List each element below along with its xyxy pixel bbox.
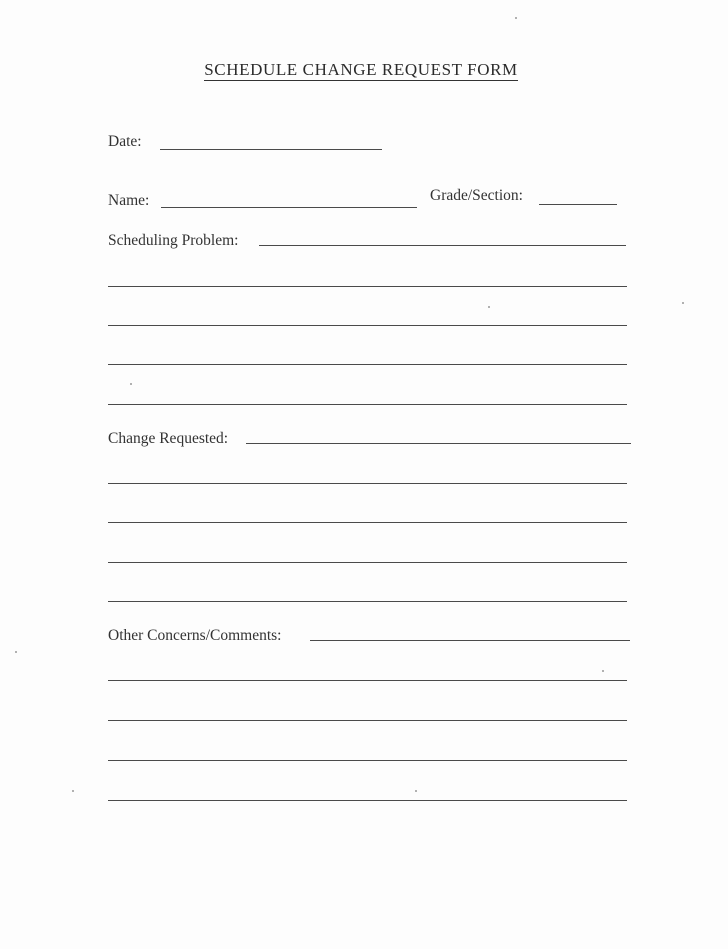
scheduling-problem-label: Scheduling Problem: xyxy=(108,232,239,249)
grade-section-field-line[interactable] xyxy=(539,204,617,205)
scheduling-problem-line-5[interactable] xyxy=(108,404,627,405)
grade-section-label: Grade/Section: xyxy=(430,187,523,204)
other-concerns-line-4[interactable] xyxy=(108,760,627,761)
scan-speck xyxy=(602,670,604,672)
change-requested-line-1[interactable] xyxy=(246,443,631,444)
other-concerns-label: Other Concerns/Comments: xyxy=(108,627,282,644)
scan-speck xyxy=(515,17,517,19)
scan-speck xyxy=(130,383,132,385)
change-requested-line-2[interactable] xyxy=(108,483,627,484)
scan-speck xyxy=(488,306,490,308)
page-title xyxy=(0,60,728,80)
date-field-line[interactable] xyxy=(160,149,382,150)
scan-speck xyxy=(15,651,17,653)
change-requested-line-3[interactable] xyxy=(108,522,627,523)
name-label: Name: xyxy=(108,192,150,209)
scan-speck xyxy=(72,790,74,792)
scheduling-problem-line-2[interactable] xyxy=(108,286,627,287)
change-requested-label: Change Requested: xyxy=(108,430,229,447)
date-label: Date: xyxy=(108,133,142,150)
other-concerns-line-3[interactable] xyxy=(108,720,627,721)
change-requested-line-5[interactable] xyxy=(108,601,627,602)
other-concerns-line-1[interactable] xyxy=(310,640,630,641)
form-title-text: SCHEDULE CHANGE REQUEST FORM xyxy=(204,60,518,79)
scan-speck xyxy=(415,790,417,792)
scheduling-problem-line-1[interactable] xyxy=(259,245,626,246)
scheduling-problem-line-4[interactable] xyxy=(108,364,627,365)
other-concerns-line-2[interactable] xyxy=(108,680,627,681)
name-field-line[interactable] xyxy=(161,207,417,208)
change-requested-line-4[interactable] xyxy=(108,562,627,563)
scheduling-problem-line-3[interactable] xyxy=(108,325,627,326)
other-concerns-line-5[interactable] xyxy=(108,800,627,801)
scan-speck xyxy=(682,302,684,304)
